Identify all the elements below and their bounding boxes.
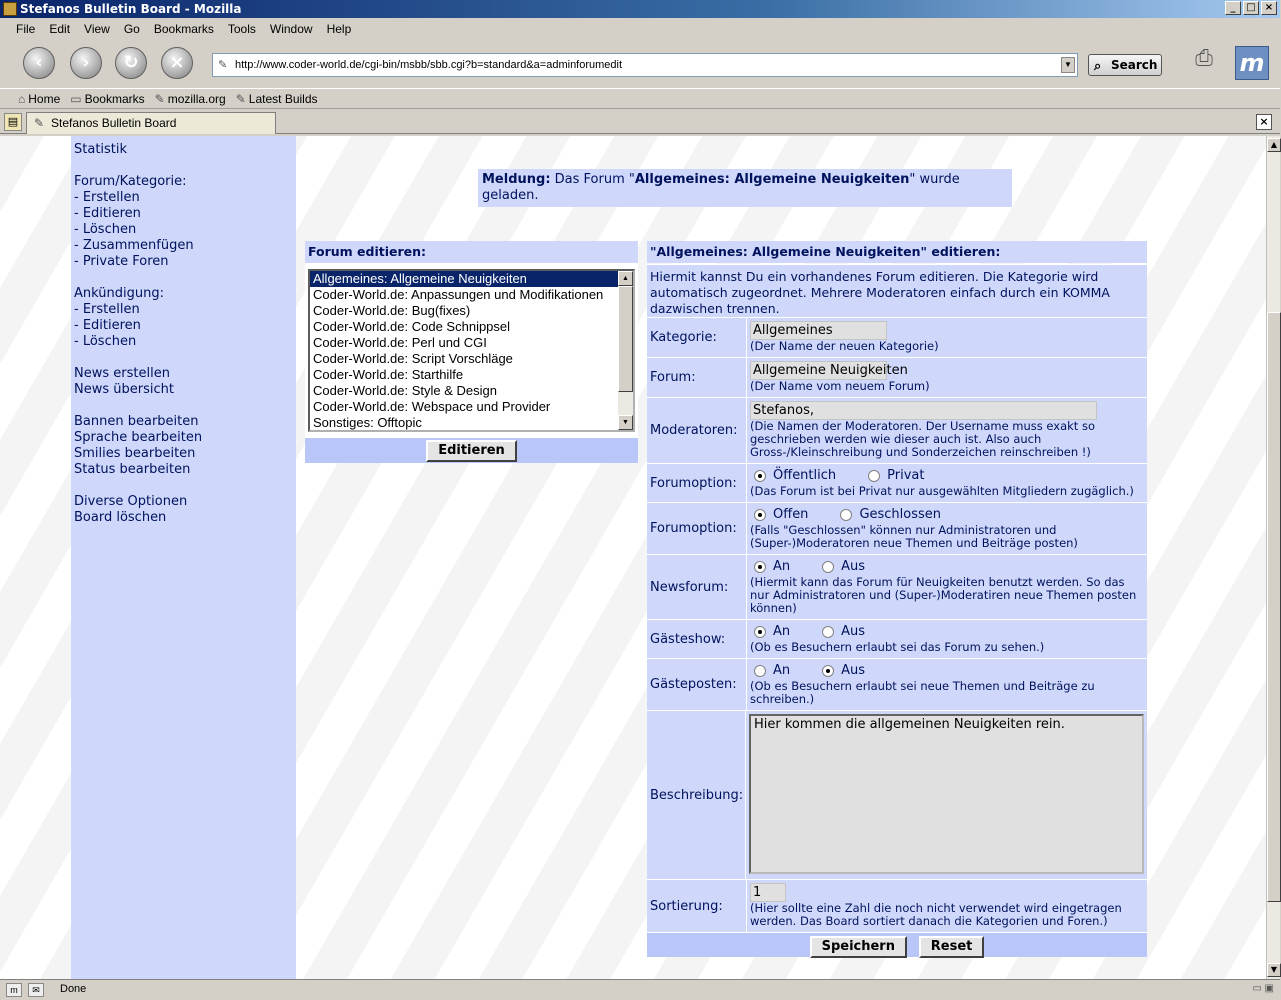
forum-option[interactable]: Coder-World.de: Webspace und Provider bbox=[313, 399, 551, 414]
admin-sidebar bbox=[71, 136, 296, 979]
speichern-button[interactable]: Speichern bbox=[810, 936, 907, 958]
bookmark-latest-builds[interactable]: ✎ Latest Builds bbox=[235, 91, 318, 106]
forum-option[interactable]: Coder-World.de: Perl und CGI bbox=[313, 335, 487, 350]
close-tab-icon[interactable]: × bbox=[1256, 114, 1272, 130]
forumoption2-hint: (Falls "Geschlossen" können nur Administratoren und (Super-)Moderatoren neue Themen und Beiträge posten) bbox=[750, 523, 1078, 550]
page-scrollbar[interactable] bbox=[1266, 136, 1280, 979]
menu-tools[interactable]: Tools bbox=[227, 22, 256, 36]
kategorie-input[interactable]: Allgemeines bbox=[750, 321, 887, 340]
forum-option[interactable]: Coder-World.de: Anpassungen und Modifikationen bbox=[313, 287, 604, 302]
listbox-scroll-thumb[interactable] bbox=[618, 286, 633, 392]
row-forumoption-oeffentlich: Forumoption: Öffentlich Privat (Das Forum ist bei Privat nur ausgewählten Mitgliedern zugäglich.) bbox=[647, 463, 1147, 502]
menu-edit[interactable]: Edit bbox=[49, 22, 71, 36]
sidebar-link-ann-editieren[interactable]: - Editieren bbox=[74, 318, 141, 333]
status-bar bbox=[0, 979, 1280, 1000]
home-icon: ⌂ bbox=[18, 91, 26, 106]
gaesteposten-hint: (Ob es Besuchern erlaubt sei neue Themen und Beiträge zu schreiben.) bbox=[750, 679, 1095, 706]
menu-window[interactable]: Window bbox=[269, 22, 313, 36]
row-beschreibung: Beschreibung: Hier kommen die allgemeinen Neuigkeiten rein. bbox=[647, 710, 1147, 879]
personal-toolbar bbox=[0, 88, 1280, 109]
forumoption1-hint: (Das Forum ist bei Privat nur ausgewählten Mitgliedern zugäglich.) bbox=[750, 484, 1134, 498]
sidebar-link-statistik[interactable]: Statistik bbox=[74, 142, 128, 157]
message-pre: Das Forum " bbox=[550, 172, 635, 187]
page-scroll-down-icon[interactable]: ▼ bbox=[1267, 963, 1281, 977]
sidebar-heading-ankuendigung: Ankündigung: bbox=[74, 286, 164, 301]
radio-gaesteshow-an[interactable] bbox=[754, 626, 766, 638]
sidebar-link-news-uebersicht[interactable]: News übersicht bbox=[74, 382, 174, 397]
scroll-up-icon[interactable]: ▲ bbox=[618, 271, 633, 286]
radio-geschlossen[interactable] bbox=[840, 509, 852, 521]
sidebar-link-private-foren[interactable]: - Private Foren bbox=[74, 254, 169, 269]
url-history-dropdown-icon[interactable]: ▼ bbox=[1061, 57, 1075, 73]
forum-name-hint: (Der Name vom neuem Forum) bbox=[750, 379, 930, 393]
folder-icon: ▭ bbox=[70, 91, 82, 106]
url-text: http://www.coder-world.de/cgi-bin/msbb/sbb.cgi?b=standard&a=adminforumedit bbox=[235, 59, 623, 71]
row-gaesteshow: Gästeshow: An Aus (Ob es Besuchern erlaubt sei das Forum zu sehen.) bbox=[647, 619, 1147, 658]
sidebar-link-diverse-optionen[interactable]: Diverse Optionen bbox=[74, 494, 188, 509]
stop-icon[interactable]: × bbox=[161, 47, 193, 79]
radio-gaesteposten-aus[interactable] bbox=[822, 665, 834, 677]
sidebar-link-status[interactable]: Status bearbeiten bbox=[74, 462, 191, 477]
bookmark-icon: ✎ bbox=[154, 91, 165, 106]
sidebar-link-smilies[interactable]: Smilies bearbeiten bbox=[74, 446, 196, 461]
navigation-toolbar bbox=[0, 40, 1280, 88]
forum-option[interactable]: Coder-World.de: Script Vorschläge bbox=[313, 351, 513, 366]
bookmark-bookmarks[interactable]: ▭ Bookmarks bbox=[70, 91, 145, 106]
moderatoren-hint: (Die Namen der Moderatoren. Der Username muss exakt so geschrieben werden wie dieser auch ist. Also auch Gross-/Kleinschreibung und Sonderzeichen reinschreiben !) bbox=[750, 419, 1095, 459]
forum-option[interactable]: Coder-World.de: Style & Design bbox=[313, 383, 498, 398]
reset-button[interactable]: Reset bbox=[919, 936, 985, 958]
scroll-down-icon[interactable]: ▼ bbox=[618, 415, 633, 430]
url-bar[interactable] bbox=[212, 53, 1078, 77]
sidebar-link-forum-editieren[interactable]: - Editieren bbox=[74, 206, 141, 221]
row-moderatoren: Moderatoren: Stefanos, (Die Namen der Moderatoren. Der Username muss exakt so geschrieben werden wie dieser auch ist. Also auch Gross-/Kleinschreibung und Sonderzeichen reinschreiben !) bbox=[647, 397, 1147, 463]
sidebar-link-forum-loeschen[interactable]: - Löschen bbox=[74, 222, 137, 237]
message-forum-name: Allgemeines: Allgemeine Neuigkeiten bbox=[634, 172, 910, 187]
menu-file[interactable]: File bbox=[16, 22, 36, 36]
moderatoren-input[interactable]: Stefanos, bbox=[750, 401, 1097, 420]
forum-option[interactable]: Coder-World.de: Code Schnippsel bbox=[313, 319, 511, 334]
radio-privat[interactable] bbox=[868, 470, 880, 482]
new-tab-icon[interactable]: ▤ bbox=[4, 113, 22, 131]
mozilla-app-icon bbox=[3, 2, 17, 16]
sidebar-link-sprache[interactable]: Sprache bearbeiten bbox=[74, 430, 203, 445]
tab-stefanos-bulletin-board[interactable]: ✎ Stefanos Bulletin Board bbox=[26, 112, 276, 134]
forum-option[interactable]: Sonstiges: Offtopic bbox=[313, 415, 422, 430]
message-label: Meldung: bbox=[482, 172, 551, 187]
page-scroll-up-icon[interactable]: ▲ bbox=[1267, 138, 1281, 152]
menu-bar bbox=[0, 18, 1280, 40]
page-proxy-icon[interactable]: ✎ bbox=[218, 59, 228, 71]
menu-help[interactable]: Help bbox=[326, 22, 352, 36]
message-post: " wurde geladen. bbox=[482, 172, 960, 203]
sortierung-hint: (Hier sollte eine Zahl die noch nicht verwendet wird eingetragen werden. Das Board sortiert danach die Kategorien und Foren.) bbox=[750, 901, 1122, 928]
reload-icon[interactable]: ↻ bbox=[115, 47, 147, 79]
sidebar-link-forum-zusammenfuegen[interactable]: - Zusammenfügen bbox=[74, 238, 194, 253]
window-title: Stefanos Bulletin Board - Mozilla bbox=[20, 2, 242, 16]
status-text: Done bbox=[60, 983, 87, 995]
sidebar-link-bannen[interactable]: Bannen bearbeiten bbox=[74, 414, 199, 429]
radio-gaesteshow-aus[interactable] bbox=[822, 626, 834, 638]
forum-listbox[interactable] bbox=[308, 269, 635, 432]
bookmark-home[interactable]: ⌂ Home bbox=[18, 91, 61, 106]
page-scroll-thumb[interactable] bbox=[1267, 312, 1281, 902]
magnifier-icon: ⌕ bbox=[1094, 59, 1102, 74]
page-icon: ✎ bbox=[34, 116, 45, 130]
mozilla-throbber-icon[interactable]: m bbox=[1235, 46, 1269, 80]
radio-gaesteposten-an[interactable] bbox=[754, 665, 766, 677]
sidebar-link-news-erstellen[interactable]: News erstellen bbox=[74, 366, 170, 381]
row-sortierung: Sortierung: 1 (Hier sollte eine Zahl die noch nicht verwendet wird eingetragen werden. Das Board sortiert danach die Kategorien und Foren.) bbox=[647, 879, 1147, 932]
sidebar-link-ann-loeschen[interactable]: - Löschen bbox=[74, 334, 137, 349]
bookmark-icon: ✎ bbox=[235, 91, 246, 106]
forum-option[interactable]: Coder-World.de: Starthilfe bbox=[313, 367, 464, 382]
sidebar-heading-forum: Forum/Kategorie: bbox=[74, 174, 187, 189]
maximize-button[interactable]: □ bbox=[1243, 1, 1259, 15]
row-gaesteposten: Gästeposten: An Aus (Ob es Besuchern erlaubt sei neue Themen und Beiträge zu schreiben.) bbox=[647, 658, 1147, 710]
forum-option[interactable]: Coder-World.de: Bug(fixes) bbox=[313, 303, 471, 318]
back-icon[interactable]: ‹ bbox=[23, 47, 55, 79]
tab-bar bbox=[0, 110, 1280, 134]
radio-oeffentlich[interactable] bbox=[754, 470, 766, 482]
page-viewport bbox=[0, 136, 1266, 979]
beschreibung-textarea[interactable]: Hier kommen die allgemeinen Neuigkeiten rein. bbox=[749, 714, 1144, 874]
edit-intro: Hiermit kannst Du ein vorhandenes Forum editieren. Die Kategorie wird automatisch zugeordnet. Mehrere Moderatoren einfach durch ein KOMMA dazwischen trennen. bbox=[647, 264, 1147, 317]
row-kategorie: Kategorie: Allgemeines (Der Name der neuen Kategorie) bbox=[647, 317, 1147, 357]
row-newsforum: Newsforum: An Aus (Hiermit kann das Forum für Neuigkeiten benutzt werden. So das nur Administratoren und (Super-)Moderatiren neue Themen posten können) bbox=[647, 554, 1147, 619]
status-message bbox=[478, 169, 1012, 207]
kategorie-hint: (Der Name der neuen Kategorie) bbox=[750, 339, 939, 353]
listbox-scrollbar[interactable] bbox=[618, 271, 633, 430]
row-forum: Forum: Allgemeine Neuigkeiten (Der Name vom neuem Forum) bbox=[647, 357, 1147, 397]
menu-go[interactable]: Go bbox=[123, 22, 140, 36]
search-button[interactable]: ⌕ Search bbox=[1088, 54, 1162, 76]
forum-option[interactable]: Allgemeines: Allgemeine Neuigkeiten bbox=[310, 271, 633, 287]
sortierung-input[interactable]: 1 bbox=[750, 883, 786, 902]
gaesteshow-hint: (Ob es Besuchern erlaubt sei das Forum zu sehen.) bbox=[750, 640, 1045, 654]
newsforum-hint: (Hiermit kann das Forum für Neuigkeiten benutzt werden. So das nur Administratoren und (Super-)Moderatiren neue Themen posten können) bbox=[750, 575, 1137, 615]
radio-newsforum-an[interactable] bbox=[754, 561, 766, 573]
connection-status-icon: ▭ ▣ bbox=[1252, 983, 1274, 994]
sidebar-link-ann-erstellen[interactable]: - Erstellen bbox=[74, 302, 140, 317]
minimize-button[interactable]: _ bbox=[1225, 1, 1241, 15]
sidebar-link-board-loeschen[interactable]: Board löschen bbox=[74, 510, 167, 525]
mail-icon[interactable]: ✉ bbox=[28, 983, 44, 997]
forward-icon[interactable]: › bbox=[70, 47, 102, 79]
radio-newsforum-aus[interactable] bbox=[822, 561, 834, 573]
forum-select-heading: Forum editieren: bbox=[305, 241, 638, 263]
sidebar-link-forum-erstellen[interactable]: - Erstellen bbox=[74, 190, 140, 205]
bookmark-mozilla-org[interactable]: ✎ mozilla.org bbox=[154, 91, 226, 106]
forum-select-panel bbox=[305, 241, 638, 463]
editieren-button[interactable]: Editieren bbox=[426, 440, 517, 462]
window-title-bar bbox=[0, 0, 1280, 18]
menu-bookmarks[interactable]: Bookmarks bbox=[153, 22, 214, 36]
forum-name-input[interactable]: Allgemeine Neuigkeiten bbox=[750, 361, 887, 380]
row-forumoption-offen: Forumoption: Offen Geschlossen (Falls "Geschlossen" können nur Administratoren und (Super-)Moderatoren neue Themen und Beiträge posten) bbox=[647, 502, 1147, 554]
print-icon[interactable]: ⎙ bbox=[1195, 46, 1213, 71]
navigator-icon[interactable]: m bbox=[6, 983, 22, 997]
menu-view[interactable]: View bbox=[84, 22, 110, 36]
forum-edit-panel bbox=[647, 241, 1147, 957]
edit-heading: "Allgemeines: Allgemeine Neuigkeiten" editieren: bbox=[647, 241, 1147, 263]
close-window-button[interactable]: × bbox=[1261, 1, 1277, 15]
radio-offen[interactable] bbox=[754, 509, 766, 521]
